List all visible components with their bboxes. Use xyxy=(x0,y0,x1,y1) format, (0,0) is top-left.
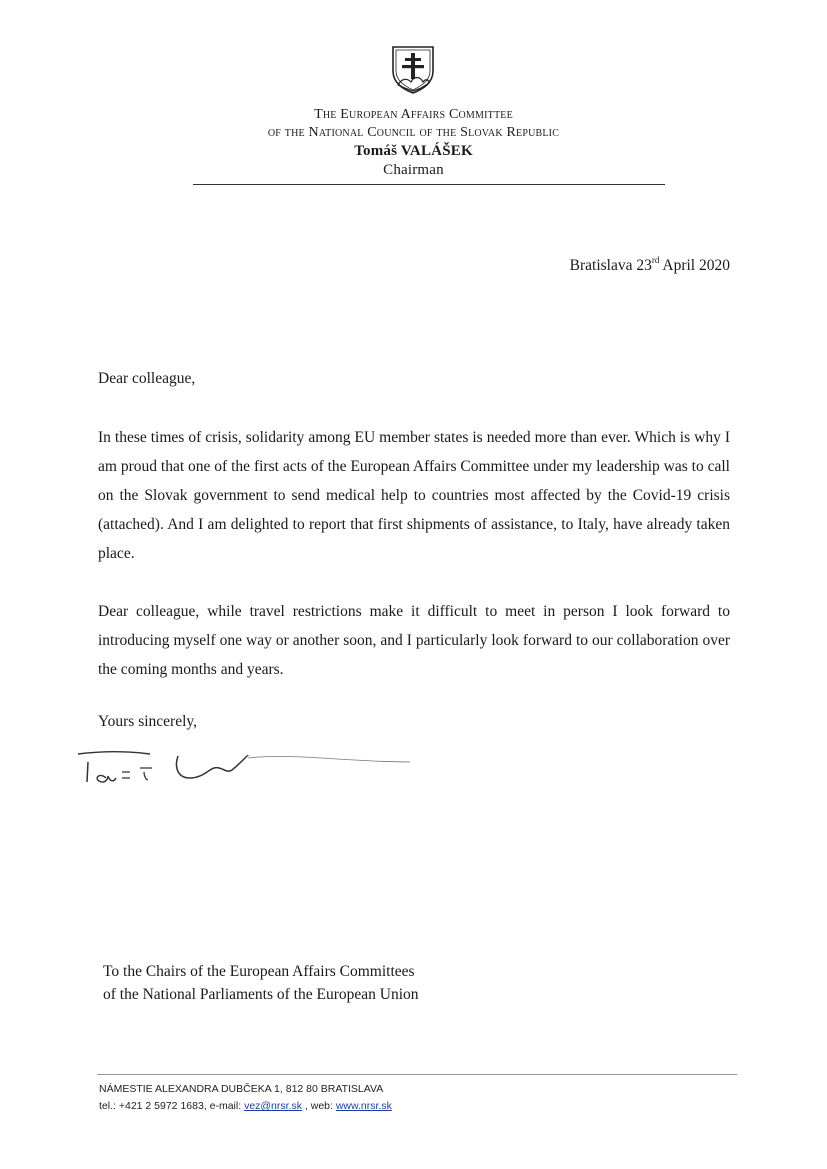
letter-date: Bratislava 23rd April 2020 xyxy=(569,255,730,274)
email-link[interactable]: vez@nrsr.sk xyxy=(244,1100,302,1112)
handwritten-signature xyxy=(72,748,412,798)
slovak-coat-of-arms-icon xyxy=(391,45,435,95)
recipient-line2: of the National Parliaments of the European Union xyxy=(103,986,419,1003)
footer-address: NÁMESTIE ALEXANDRA DUBČEKA 1, 812 80 BRATISLAVA xyxy=(99,1083,384,1095)
body-paragraph-1: In these times of crisis, solidarity among EU member states is needed more than ever. Which is why I am proud that one of the first acts of the European Affairs Committee under my leadership was to call on the Slovak government to send medical help to countries most affected by the Covid-19 crisis (attached). And I am delighted to report that first shipments of assistance, to Italy, have already taken place. xyxy=(98,429,730,562)
chairman-title: Chairman xyxy=(383,162,444,178)
footer-contact: tel.: +421 2 5972 1683, e-mail: vez@nrsr.sk , web: www.nrsr.sk xyxy=(99,1100,392,1112)
footer xyxy=(99,1081,392,1115)
committee-name-line1: The European Affairs Committee xyxy=(314,107,513,122)
header-divider xyxy=(193,184,665,185)
body-paragraph-2: Dear colleague, while travel restrictions make it difficult to meet in person I look forward to introducing myself one way or another soon, and I particularly look forward to our collaboration over the coming months and years. xyxy=(98,603,730,678)
closing: Yours sincerely, xyxy=(98,713,198,730)
recipient-block xyxy=(103,960,419,1006)
footer-divider xyxy=(97,1074,737,1075)
chairman-name: Tomáš VALÁŠEK xyxy=(354,143,473,159)
web-link[interactable]: www.nrsr.sk xyxy=(335,1100,392,1112)
salutation: Dear colleague, xyxy=(98,370,196,387)
recipient-line1: To the Chairs of the European Affairs Committees xyxy=(103,963,415,980)
committee-name-line2: of the National Council of the Slovak Republic xyxy=(267,125,560,140)
